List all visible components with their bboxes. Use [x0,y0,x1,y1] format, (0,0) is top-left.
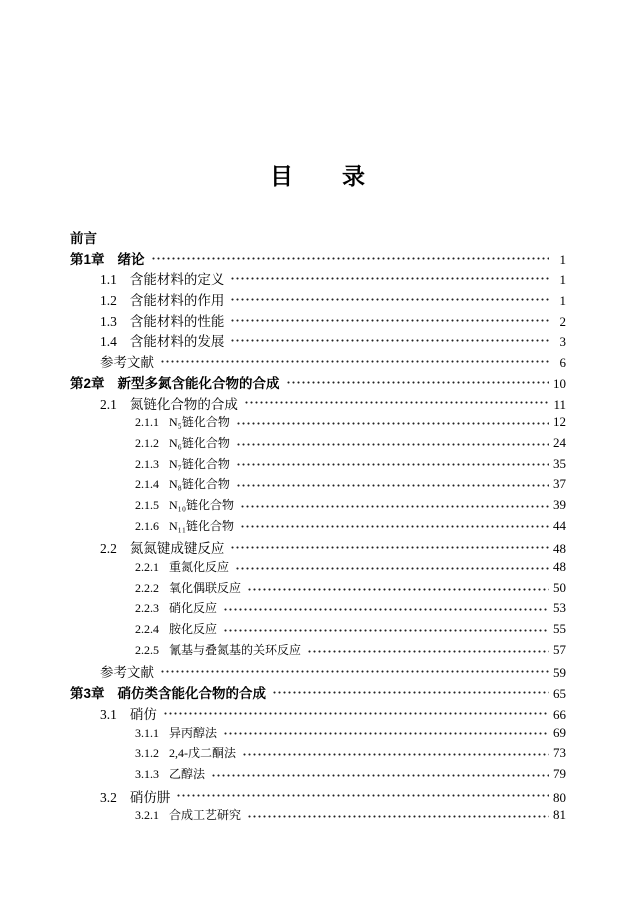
toc-entry-title: 硝仿类含能化合物的合成 [117,686,267,702]
toc-entry-title: 含能材料的作用 [129,293,225,309]
toc-entry [70,682,566,703]
toc-entry [70,310,566,331]
toc-entry [70,372,566,393]
toc-entry [70,744,566,765]
toc-entry [70,786,566,807]
toc-entry-number: 2.2.1 [135,560,159,574]
toc-entry-number: 3.2.1 [135,808,159,823]
dot-leader [247,583,549,596]
dot-leader [247,810,549,823]
page-number: 6 [559,355,566,371]
toc-entry [70,248,566,269]
toc-entry [70,351,566,372]
dot-leader [240,500,549,513]
toc-entry [70,289,566,310]
dot-leader [160,665,549,678]
toc-entry-title: 新型多氮含能化合物的合成 [117,375,280,391]
page-number: 80 [553,789,566,805]
toc-entry-title: 氮氮键成键反应 [129,541,225,557]
toc-entry-title: 参考文献 [100,665,154,681]
toc-entry-title: 乙醇法 [169,766,206,781]
toc-entry-title: 含能材料的发展 [129,334,225,350]
page-number: 12 [553,414,566,430]
toc-entry-number: 2.1.4 [135,477,159,492]
toc-entry [70,475,566,496]
toc-entry-number: 3.1.2 [135,746,159,761]
toc-entry [70,806,566,827]
toc-entry-title: 氰基与叠氮基的关环反应 [169,642,302,657]
page-number: 1 [559,272,566,288]
toc-entry-number: 2.2.2 [135,580,159,595]
toc-entry [70,517,566,538]
toc-entry [70,227,566,248]
page-number: 73 [553,745,566,761]
dot-leader [230,293,549,306]
page-number: 69 [553,724,566,740]
dot-leader [236,417,549,430]
toc-entry [70,537,566,558]
toc-entry [70,703,566,724]
toc-entry-title: 前言 [70,231,97,246]
toc-entry-number: 2.2.4 [135,622,159,637]
toc-entry-title: N₅链化合物 [169,415,230,430]
toc-entry [70,413,566,434]
page-number: 1 [559,251,566,267]
page-number: 57 [553,641,566,657]
page-number: 59 [553,665,566,681]
page-number: 44 [553,517,566,533]
toc-entry [70,455,566,476]
page-number: 65 [553,686,566,702]
toc-entry-title: 绪论 [117,251,145,267]
toc-entry-title: N₆链化合物 [169,435,230,450]
dot-leader [160,355,549,368]
dot-leader [211,769,549,782]
toc-entry-title: 硝仿肼 [129,789,171,805]
page-number: 3 [559,334,566,350]
page-number: 48 [553,541,566,557]
toc-entry-number: 1.3 [100,313,117,329]
dot-leader [307,645,549,658]
toc-entry-number: 2.2.3 [135,601,159,616]
toc-entry [70,724,566,745]
toc-entry-number: 2.2.5 [135,642,159,657]
page-number: 81 [553,807,566,823]
toc-entry-number: 1.4 [100,334,117,350]
dot-leader [176,789,549,802]
dot-leader [230,541,549,554]
toc-entry-title: N₇链化合物 [169,456,230,471]
page-number: 55 [553,621,566,637]
toc-entry-number: 1.1 [100,272,117,288]
toc-entry [70,599,566,620]
dot-leader [163,707,549,720]
toc-entry [70,641,566,662]
page-number: 50 [553,579,566,595]
toc-entry [70,393,566,414]
page-number: 1 [559,293,566,309]
toc-entry [70,765,566,786]
page-number: 2 [559,313,566,329]
toc-entry-title: 氧化偶联反应 [169,580,242,595]
dot-leader [230,314,549,327]
dot-leader [223,603,549,616]
toc-entry-number: 2.1.6 [135,518,159,533]
toc-entry [70,330,566,351]
toc-entry [70,661,566,682]
toc-entry-title: 重氮化反应 [169,560,230,574]
page-number: 39 [553,496,566,512]
toc-entry-title: 胺化反应 [169,622,218,637]
toc-entry-title: 含能材料的定义 [129,272,225,288]
toc-entry-title: 硝化反应 [169,601,218,616]
dot-leader [230,334,549,347]
toc-entry [70,434,566,455]
page-number: 24 [553,434,566,450]
page-number: 79 [553,765,566,781]
page-title: 目 录 [270,163,366,189]
dot-leader [240,520,549,533]
toc-entry [70,558,566,579]
toc-entry-title: N₁₀链化合物 [169,497,235,512]
toc-entry-title: 硝仿 [129,706,157,722]
toc-entry-number: 3.1.3 [135,766,159,781]
dot-leader [272,686,549,699]
toc-entry [70,496,566,517]
toc-entry-number: 2.1.5 [135,497,159,512]
toc-list [70,227,566,827]
dot-leader [223,727,549,740]
toc-entry-title: 含能材料的性能 [129,313,225,329]
page-number: 35 [553,455,566,471]
toc-entry [70,620,566,641]
toc-entry-number: 2.1 [100,396,117,412]
toc-entry-title: 2,4-戊二酮法 [169,746,236,761]
dot-leader [151,252,549,265]
toc-entry-title: 氮链化合物的合成 [129,396,238,412]
toc-entry-number: 1.2 [100,293,117,309]
toc-entry-title: N₁₁链化合物 [169,518,235,533]
toc-entry-number: 2.1.1 [135,415,159,430]
toc-entry-number: 3.1.1 [135,725,159,740]
dot-leader [244,396,549,409]
dot-leader [223,624,549,637]
toc-entry [70,268,566,289]
dot-leader [286,376,549,389]
page-number: 66 [553,706,566,722]
toc-entry [70,579,566,600]
toc-entry-number: 3.2 [100,789,117,805]
page-number: 48 [553,559,566,574]
toc-entry-number: 3.1 [100,706,117,722]
toc-entry-title: 参考文献 [100,355,154,371]
toc-entry-number: 2.1.3 [135,456,159,471]
toc-entry-number: 第1章 [70,251,105,267]
toc-entry-number: 2.2 [100,541,117,557]
toc-entry-number: 第3章 [70,686,105,702]
toc-entry-title: 异丙醇法 [169,725,218,740]
dot-leader [236,458,549,471]
dot-leader [236,438,549,451]
page-number: 53 [553,600,566,616]
page-number: 37 [553,476,566,492]
dot-leader [236,479,549,492]
toc-entry-title: 合成工艺研究 [169,808,242,823]
page-number: 11 [553,396,566,412]
toc-entry-number: 第2章 [70,375,105,391]
dot-leader [235,562,549,575]
dot-leader [230,272,549,285]
dot-leader [242,748,549,761]
page-number: 10 [553,375,566,391]
toc-entry-number: 2.1.2 [135,435,159,450]
toc-entry-title: N₈链化合物 [169,477,230,492]
